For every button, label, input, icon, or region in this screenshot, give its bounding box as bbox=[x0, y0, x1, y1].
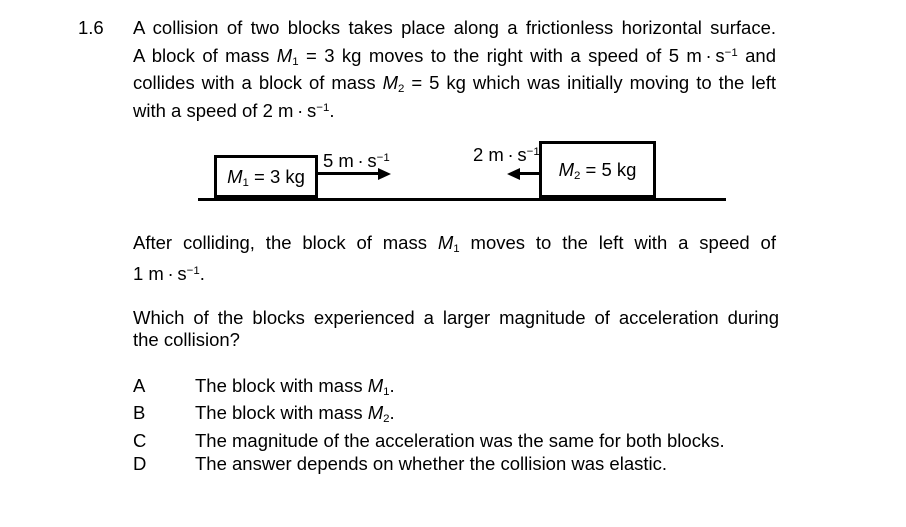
option-letter-c: C bbox=[133, 430, 147, 451]
after-line-2: 1 $m \cdot s^{-1}$. bbox=[133, 263, 205, 284]
prompt-line-1: Which of the blocks experienced a larger magnitude of acceleration during bbox=[133, 307, 779, 328]
intro-line-1: A collision of two blocks takes place along a frictionless horizontal surface. bbox=[133, 17, 776, 38]
question-number: 1.6 bbox=[78, 17, 104, 38]
option-letter-b: B bbox=[133, 402, 146, 423]
option-letter-d: D bbox=[133, 453, 147, 474]
intro-line-2: A block of mass $M_1 = 3$ kg moves to the right with a speed of 5 $m \cdot s^{-1}$ and bbox=[133, 44, 776, 68]
option-row-b bbox=[133, 402, 793, 424]
prompt-line-2: the collision? bbox=[133, 328, 240, 350]
option-row-d bbox=[133, 453, 793, 475]
block-m2-speed-label: 2 $m \cdot s^{-1}$ bbox=[473, 144, 540, 165]
velocity-arrow-m1-shaft bbox=[316, 172, 380, 175]
option-row-c bbox=[133, 430, 793, 452]
after-line-1: After colliding, the block of mass $M_1$ moves to the left with a speed of bbox=[133, 232, 776, 256]
question-intro-paragraph bbox=[133, 14, 776, 124]
after-collision-paragraph bbox=[133, 227, 776, 289]
block-m2 bbox=[539, 141, 656, 198]
option-row-a bbox=[133, 375, 793, 397]
block-m1-speed-label: 5 $m \cdot s^{-1}$ bbox=[323, 150, 390, 171]
surface-line bbox=[198, 198, 726, 201]
option-text-b: The block with mass $M_2$. bbox=[195, 402, 395, 426]
option-text-c: The magnitude of the acceleration was the same for both blocks. bbox=[195, 430, 725, 451]
velocity-arrow-m2-shaft bbox=[520, 172, 540, 175]
intro-line-4: with a speed of 2 $m \cdot s^{-1}$. bbox=[133, 99, 335, 121]
block-m2-label: $M_2 = 5$ kg bbox=[558, 158, 637, 182]
arrowhead-left-icon bbox=[507, 168, 520, 180]
option-text-d: The answer depends on whether the collision was elastic. bbox=[195, 453, 668, 474]
intro-line-3: collides with a block of mass $M_2 = 5$ kg which was initially moving to the left bbox=[133, 72, 776, 96]
option-letter-a: A bbox=[133, 375, 146, 396]
arrowhead-right-icon bbox=[378, 168, 391, 180]
question-prompt-paragraph bbox=[133, 307, 779, 350]
option-text-a: The block with mass $M_1$. bbox=[195, 375, 395, 399]
block-m1-label: $M_1 = 3$ kg bbox=[227, 165, 305, 189]
block-m1 bbox=[214, 155, 318, 198]
